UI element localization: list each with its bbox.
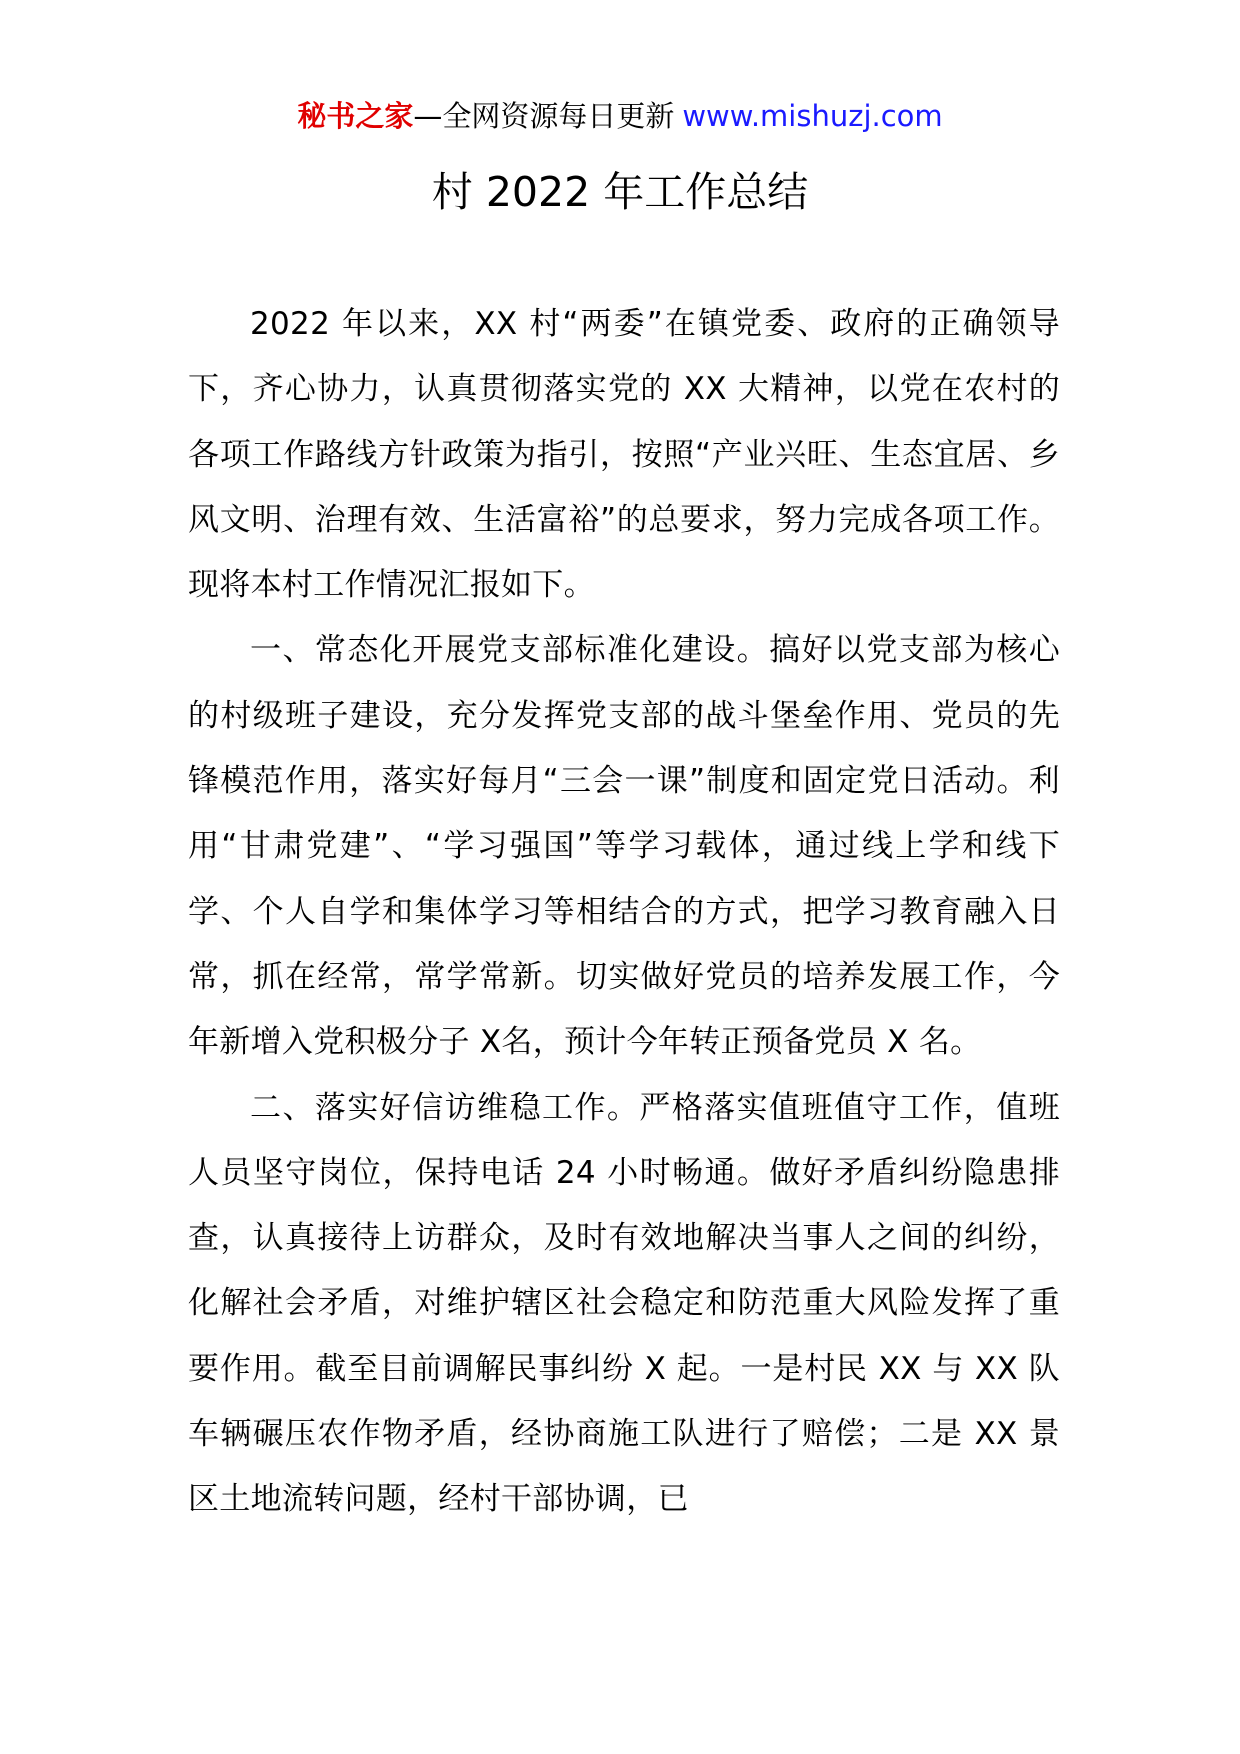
paragraph-section-2: 二、落实好信访维稳工作。严格落实值班值守工作，值班人员坚守岗位，保持电话 24 小时畅通。做好矛盾纠纷隐患排查，认真接待上访群众，及时有效地解决当事人之间的纠纷，化解社会矛盾，对维护辖区社会稳定和防范重大风险发挥了重要作用。截至目前调解民事纠纷 X 起。一是村民 XX 与 XX 队车辆碾压农作物矛盾，经协商施工队进行了赔偿；二是 XX 景区土地流转问题，经村干部协调，已 (188, 1089, 1060, 1518)
paragraph-section-1: 一、常态化开展党支部标准化建设。搞好以党支部为核心的村级班子建设，充分发挥党支部的战斗堡垒作用、党员的先锋模范作用，落实好每月“三会一课”制度和固定党日活动。利用“甘肃党建”、“学习强国”等学习载体，通过线上学和线下学、个人自学和集体学习等相结合的方式，把学习教育融入日常，抓在经常，常学常新。切实做好党员的培养发展工作，今年新增入党积极分子 X名，预计今年转正预备党员 X 名。 (188, 632, 1060, 1061)
site-url-link[interactable]: www.mishuzj.com (682, 99, 943, 133)
brand-name: 秘书之家 (297, 99, 414, 133)
paragraph-intro: 2022 年以来，XX 村“两委”在镇党委、政府的正确领导下，齐心协力，认真贯彻落实党的 XX 大精神，以党在农村的各项工作路线方针政策为指引，按照“产业兴旺、生态宜居、乡风文明、治理有效、生活富裕”的总要求，努力完成各项工作。现将本村工作情况汇报如下。 (188, 306, 1060, 604)
document-title: 村 2022 年工作总结 (431, 168, 809, 216)
document-body (188, 292, 1060, 1533)
site-header (0, 96, 1240, 136)
header-dash: — (413, 99, 443, 133)
header-tagline: 全网资源每日更新 (442, 99, 675, 133)
